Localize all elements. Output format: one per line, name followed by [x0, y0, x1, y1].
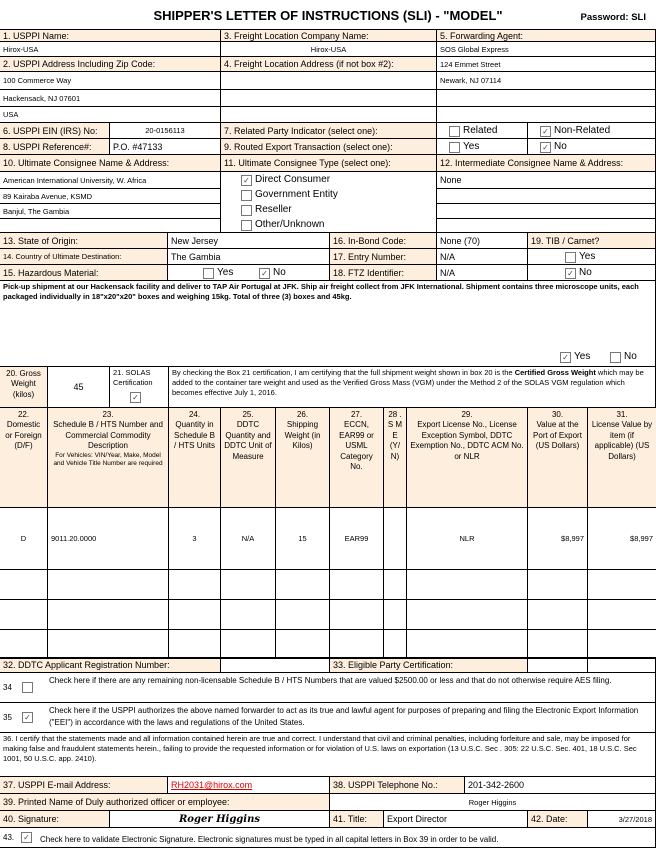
table-cell[interactable]: NLR	[406, 507, 528, 570]
box39-value[interactable]: Roger Higgins	[329, 793, 656, 811]
box1-value[interactable]: Hirox-USA	[0, 41, 221, 57]
box15-no-checkbox[interactable]: ✓	[259, 268, 270, 279]
table-cell[interactable]	[329, 569, 384, 600]
box4-line-2[interactable]	[220, 89, 437, 107]
column-number: 23.	[102, 410, 114, 419]
column-header-22	[0, 407, 48, 508]
box11-other-unknown-checkbox[interactable]	[241, 220, 252, 231]
column-number: 31.	[616, 410, 628, 419]
box5-line-4[interactable]	[436, 89, 656, 107]
box42-value[interactable]: 3/27/2018	[587, 810, 656, 828]
column-label: Shipping Weight (in Kilos)	[284, 420, 321, 451]
box43-number: 43.	[3, 833, 15, 842]
table-cell[interactable]	[168, 569, 221, 600]
box17-label: 17. Entry Number:	[329, 248, 437, 265]
box5-label: 5. Forwarding Agent:	[436, 29, 656, 42]
box37-value[interactable]: RH2031@hirox.com	[167, 776, 330, 794]
box43-checkbox[interactable]: ✓	[21, 832, 32, 843]
box15-label: 15. Hazardous Material:	[0, 264, 168, 281]
box21-text-bold: Certified Gross Weight	[514, 368, 596, 377]
box3-value[interactable]: Hirox-USA	[220, 41, 437, 57]
box12-value[interactable]: None	[436, 171, 656, 189]
box43-text: Check here to validate Electronic Signature. Electronic signatures must be typed in all capital letters in Box 39 in order to be valid.	[40, 835, 499, 844]
box6-value[interactable]: 20-0156113	[109, 122, 221, 139]
box12-label: 12. Intermediate Consignee Name & Address:	[436, 154, 656, 172]
box19-no-label: No	[579, 267, 592, 278]
notes-no-label: No	[624, 351, 637, 362]
box8-label: 8. USPPI Reference#:	[0, 138, 110, 155]
box12-line-2[interactable]	[436, 188, 656, 204]
box37-label: 37. USPPI E-mail Address:	[0, 776, 168, 794]
table-cell[interactable]	[527, 569, 588, 600]
box11-label: 11. Ultimate Consignee Type (select one):	[220, 154, 437, 172]
box19-no-checkbox[interactable]: ✓	[565, 268, 576, 279]
box4-label: 4. Freight Location Address (if not box #2):	[220, 56, 437, 72]
box40-signature[interactable]: Roger Higgins	[109, 810, 330, 828]
notes-yes-label: Yes	[574, 351, 591, 362]
table-cell[interactable]	[406, 569, 528, 600]
notes-text[interactable]: Pick-up shipment at our Hackensack facility and deliver to TAP Air Portugal at JFK. Ship air freight collect from JFK International. Shipment contains three microscope units, each packaged individually in 18"x20"x20" boxes and weighing 15kg. Total of three (3) boxes and 45kg.	[0, 280, 656, 367]
notes-no-checkbox[interactable]	[610, 352, 621, 363]
box38-value[interactable]: 201-342-2600	[464, 776, 656, 794]
box5-value-3[interactable]: Newark, NJ 07114	[436, 71, 656, 90]
box10-label: 10. Ultimate Consignee Name & Address:	[0, 154, 221, 172]
box38-label: 38. USPPI Telephone No.:	[329, 776, 465, 794]
column-label: Quantity in Schedule B / HTS Units	[174, 420, 215, 451]
box19-yes-label: Yes	[579, 251, 596, 262]
box16-value[interactable]: None (70)	[436, 232, 528, 249]
column-number: 26.	[296, 410, 309, 419]
box12-line-4[interactable]	[436, 218, 656, 233]
box8-value[interactable]: P.O. #47133	[109, 138, 221, 155]
column-label: Export License No., License Exception Symbol, DDTC Exemption No., DDTC ACM No. or NLR	[410, 420, 524, 461]
box34-text: Check here if there are any remaining non-licensable Schedule B / HTS Numbers that are valued $2500.00 or less and that do not otherwise require AES filing.	[49, 676, 612, 685]
box14-value[interactable]: The Gambia	[167, 248, 330, 265]
column-number: 29.	[461, 410, 473, 419]
box21-solas-checkbox[interactable]: ✓	[130, 392, 141, 403]
table-cell[interactable]	[406, 629, 528, 659]
box42-label: 42. Date:	[527, 810, 588, 828]
box15-yes-label: Yes	[217, 267, 234, 278]
form-title: SHIPPER'S LETTER OF INSTRUCTIONS (SLI) - "MODEL"	[153, 8, 503, 23]
box2-line-2[interactable]: Hackensack, NJ 07601	[0, 89, 221, 107]
box4-line-1[interactable]	[220, 71, 437, 90]
box14-label: 14. Country of Ultimate Destination:	[0, 248, 168, 265]
table-cell[interactable]: D	[0, 507, 48, 570]
table-cell[interactable]	[275, 599, 330, 630]
column-number: 27.	[350, 410, 363, 419]
column-number: 28 .	[388, 410, 402, 419]
table-cell[interactable]	[383, 629, 407, 659]
box35-text: Check here if the USPPI authorizes the above named forwarder to act as its true and lawful agent for purposes of preparing and filing the Electronic Export Information ("EEI") in accordance with the laws and regulations of the United States.	[49, 706, 639, 727]
table-cell[interactable]: 3	[168, 507, 221, 570]
box5-value-1[interactable]: SOS Global Express	[436, 41, 656, 57]
box4-line-3[interactable]	[220, 106, 437, 123]
box9-yes-label: Yes	[463, 141, 480, 152]
column-header-29	[406, 407, 528, 508]
box35-checkbox[interactable]: ✓	[22, 712, 33, 723]
box7-label: 7. Related Party Indicator (select one):	[220, 122, 437, 139]
box11-other-unknown-label: Other/Unknown	[255, 219, 325, 230]
column-number: 30.	[551, 410, 564, 419]
box3-label: 3. Freight Location Company Name:	[220, 29, 437, 42]
column-header-26	[275, 407, 330, 508]
box36-text: 36. I certify that the statements made and all information contained herein are true and correct. I understand that civil and criminal penalties, including forfeiture and sale, may be imposed for making false and fraudulent statements herein., failing to provide the requested information or for violation of U.S. laws on exportation (13 U.S.C. Sec . 305: 22 U.S.C. Sec. 401, 18 U.S.C. Sec 1001, 50 U.S.C. app. 2410).	[0, 732, 656, 777]
box35-number: 35	[3, 713, 12, 722]
box10-line-2[interactable]: 89 Kairaba Avenue, KSMD	[0, 188, 221, 204]
box7-related-checkbox[interactable]	[449, 126, 460, 137]
box16-label: 16. In-Bond Code:	[329, 232, 437, 249]
table-cell[interactable]	[406, 599, 528, 630]
box21-text	[168, 366, 656, 408]
table-cell[interactable]	[0, 629, 48, 659]
column-header-31	[587, 407, 656, 508]
column-label: Schedule B / HTS Number and Commercial Commodity Description	[53, 420, 163, 451]
box40-label: 40. Signature:	[0, 810, 110, 828]
box41-value[interactable]: Export Director	[383, 810, 528, 828]
box7-non-related-checkbox[interactable]: ✓	[540, 126, 551, 137]
table-cell[interactable]	[587, 599, 656, 630]
box17-value[interactable]: N/A	[436, 248, 528, 265]
column-label: DDTC Quantity and DDTC Unit of Measure	[224, 420, 272, 461]
table-cell[interactable]	[168, 629, 221, 659]
table-cell[interactable]: $8,997	[587, 507, 656, 570]
box34-number: 34	[3, 683, 12, 692]
box15-opts	[167, 264, 330, 281]
table-cell[interactable]	[587, 569, 656, 600]
box15-no-label: No	[273, 267, 286, 278]
box9-no-checkbox[interactable]: ✓	[540, 142, 551, 153]
box10-line-3[interactable]: Banjul, The Gambia	[0, 203, 221, 219]
column-label: S M E (Y/ N)	[387, 420, 403, 461]
table-cell[interactable]	[220, 569, 276, 600]
box9-no-label: No	[554, 141, 567, 152]
box15-yes-checkbox[interactable]	[203, 268, 214, 279]
notes-yes-checkbox[interactable]: ✓	[560, 352, 571, 363]
box11-direct-consumer-checkbox[interactable]: ✓	[241, 175, 252, 186]
table-cell[interactable]	[0, 569, 48, 600]
box7-related-label: Related	[463, 125, 498, 136]
password-label: Password: SLI	[580, 12, 646, 23]
box11-direct-consumer-label: Direct Consumer	[255, 174, 331, 185]
box41-label: 41. Title:	[329, 810, 384, 828]
column-header-25	[220, 407, 276, 508]
table-cell[interactable]	[47, 569, 169, 600]
table-cell[interactable]	[220, 629, 276, 659]
box21-text-post: which may be added to the container tare weight and used as the Verified Gross Mass (VGM) under the Method 2 of the SOLAS VGM regulation which becomes effective July 1, 2016.	[172, 368, 644, 398]
table-cell[interactable]	[47, 629, 169, 659]
box5-value-2[interactable]: 124 Emmet Street	[436, 56, 656, 72]
box2-line-1[interactable]: 100 Commerce Way	[0, 71, 221, 90]
table-cell[interactable]: 15	[275, 507, 330, 570]
box6-label: 6. USPPI EIN (IRS) No:	[0, 122, 110, 139]
box11-government-entity-label: Government Entity	[255, 189, 338, 200]
box33-label: 33. Eligible Party Certification:	[329, 657, 528, 673]
box20-value[interactable]: 45	[47, 366, 110, 408]
box9-label: 9. Routed Export Transaction (select one):	[220, 138, 437, 155]
column-label: Value at the Port of Export (US Dollars)	[533, 420, 582, 451]
box5-line-5[interactable]	[436, 106, 656, 123]
column-header-23	[47, 407, 169, 508]
box11-reseller-label: Reseller	[255, 204, 292, 215]
box13-label: 13. State of Origin:	[0, 232, 168, 249]
box20-label: 20. Gross Weight (kilos)	[0, 366, 48, 408]
box34-checkbox[interactable]	[22, 682, 33, 693]
table-cell[interactable]	[527, 599, 588, 630]
table-cell[interactable]	[47, 599, 169, 630]
column-note: For Vehicles: VIN/Year, Make, Model and Vehicle Title Number are required	[53, 451, 163, 467]
table-cell[interactable]: 9011.20.0000	[47, 507, 169, 570]
table-cell[interactable]	[527, 629, 588, 659]
table-cell[interactable]	[168, 599, 221, 630]
box11-government-entity-checkbox[interactable]	[241, 190, 252, 201]
box21-text-pre: By checking the Box 21 certification, I am certifying that the full shipment weight shown in box 20 is the	[172, 368, 515, 377]
table-cell[interactable]: $8,997	[527, 507, 588, 570]
box19-yes-checkbox[interactable]	[565, 252, 576, 263]
table-cell[interactable]	[587, 629, 656, 659]
table-cell[interactable]	[329, 599, 384, 630]
table-cell[interactable]	[275, 629, 330, 659]
box18-value[interactable]: N/A	[436, 264, 528, 281]
table-cell[interactable]	[0, 599, 48, 630]
table-cell[interactable]	[275, 569, 330, 600]
box2-line-3[interactable]: USA	[0, 106, 221, 123]
column-header-28	[383, 407, 407, 508]
box33-value-a[interactable]	[527, 657, 588, 673]
box39-label: 39. Printed Name of Duly authorized officer or employee:	[0, 793, 330, 811]
column-label: ECCN, EAR99 or USML Category No.	[339, 420, 374, 471]
table-cell[interactable]	[329, 629, 384, 659]
box12-line-3[interactable]	[436, 203, 656, 219]
column-header-30	[527, 407, 588, 508]
box10-line-1[interactable]: American International University, W. Africa	[0, 171, 221, 189]
table-cell[interactable]	[383, 599, 407, 630]
column-label: Domestic or Foreign (D/F)	[5, 420, 42, 451]
box7-non-related-label: Non-Related	[554, 125, 611, 136]
table-cell[interactable]: N/A	[220, 507, 276, 570]
column-header-24	[168, 407, 221, 508]
box32-value[interactable]	[220, 657, 330, 673]
column-label: License Value by item (if applicable) (US Dollars)	[591, 420, 653, 461]
column-number: 22.	[17, 410, 30, 419]
table-cell[interactable]	[383, 569, 407, 600]
table-cell[interactable]: EAR99	[329, 507, 384, 570]
table-cell[interactable]	[220, 599, 276, 630]
column-number: 24.	[188, 410, 201, 419]
box1-label: 1. USPPI Name:	[0, 29, 221, 42]
box19-label: 19. TIB / Carnet?	[527, 232, 656, 249]
box18-label: 18. FTZ Identifier:	[329, 264, 437, 281]
box32-label: 32. DDTC Applicant Registration Number:	[0, 657, 221, 673]
column-header-27	[329, 407, 384, 508]
box33-value-b[interactable]	[587, 657, 656, 673]
box2-label: 2. USPPI Address Including Zip Code:	[0, 56, 221, 72]
box21-label: 21. SOLAS Certification	[109, 366, 169, 408]
box10-line-4[interactable]	[0, 218, 221, 233]
box13-value[interactable]: New Jersey	[167, 232, 330, 249]
column-number: 25.	[242, 410, 254, 419]
box11-reseller-checkbox[interactable]	[241, 205, 252, 216]
table-cell[interactable]	[383, 507, 407, 570]
box9-yes-checkbox[interactable]	[449, 142, 460, 153]
